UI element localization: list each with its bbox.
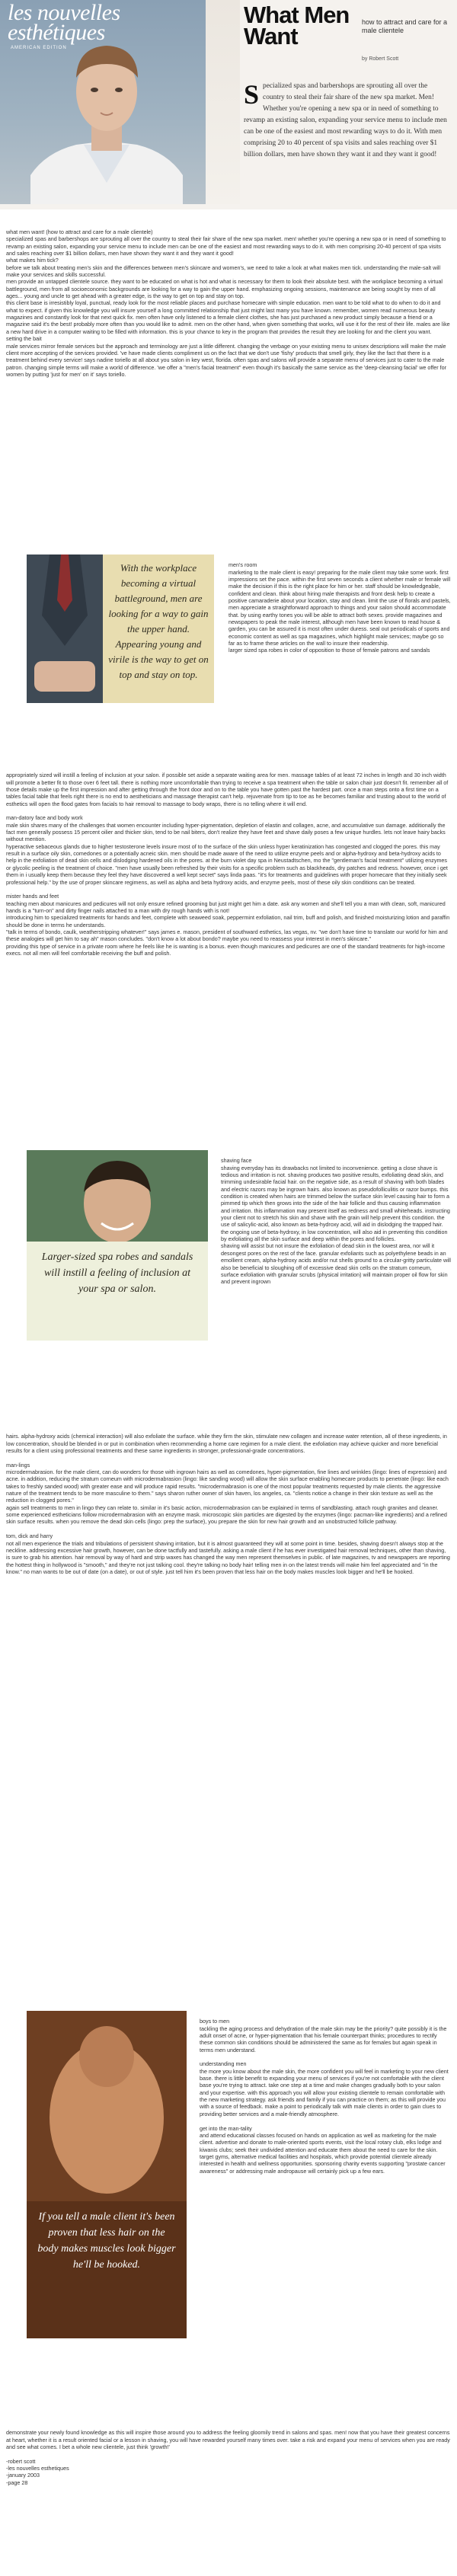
article-subtitle: how to attract and care for a male clientele — [362, 18, 448, 34]
pullquote-box-3 — [27, 2011, 187, 2338]
paragraph: men's room marketing to the male client is easy! preparing for the male client may take some work. first impressions set the pace. within the first seven seconds a client whether male or female will make the decision if this is the right place for him or her. staff should be knowledgeable, confident and clean. think about hiring male therapists and front desk help to create a positive camaraderie about your location, stay and clean. limit the use of florals and pastels, men appreciate a straightforward approach to things and your salon should accommodate that. by using earthy tones you will be able to attract both sexes. provide magazines and newspapers to peak the male interest, although men have been known to read house & garden, you can be assured it is most often under duress. seal out periodicals of sports and economic content as well as spa magazines, which highlight male services; maybe go so far as to frame these articles on the wall to insure their readership. larger sized spa robes in color of opposition to those of female patrons and sandals — [228, 561, 451, 654]
paragraph: demonstrate your newly found knowledge as this will inspire those around you to address the feeling gloomily trend in salons and spas. men! now that you have their greatest concerns at heart, whether it is a result oriented facial or a lesson in shaving, you will have rewarded yourself many times over. take a risk and expand your menu of services when you are ready and see what comes. I bet a whole new clientele, just think 'growth!' -robert scott -les nouvelles esthetiques -january 2003 -page 28 — [6, 2429, 450, 2486]
pullquote-box-1 — [27, 555, 214, 703]
man-portrait-image — [27, 1150, 208, 1341]
muscular-man-image — [27, 2011, 187, 2338]
paragraph: boys to men tackling the aging process and dehydration of the male skin may be the priority? quite possibly it is the adult onset of acne, or hyper-pigmentation that his female counterpart thinks; procedures to rectify these common skin conditions should be administered the same as for females but again speak in terms men understand. understanding men the more you know about the male skin, the more confident you will feel in marketing to your new client base. there is little benefit to expanding your menu of services if you're not comfortable with the client base you're trying to attract. take one step at a time and make changes gradually both to your salon and your expertise. with this approach you will allow your existing clientele to remain comfortable with the new marketing strategy. ask friends and family if you can practice on them; as this will provide you with a source of feedback. make a point to periodically talk with male clients in order to gain clues to providing better services and a male-friendly atmosphere. get into the man-tality and attend educational classes focused on hands on application as well as marketing for the male client. advertise and donate to male-oriented sports events, visit the local rotary club, elks lodge and kiwanis clubs; seek their undivided attention and educate them about the need to care for the skin. target gyms, alternative medical facilities and hospitals, which provide potential clientele already interested in health and wellness opportunities. sponsoring charity events supporting "prostate cancer awareness" or addressing male andropause will certainly pick up a few ears. — [200, 2018, 449, 2175]
article-body-block-1 — [6, 229, 451, 378]
headline-block — [244, 2, 451, 158]
paragraph: appropriately sized will instill a feeling of inclusion at your salon. if possible set aside a separate waiting area for men. massage tables of at least 72 inches in length and 30 inch width will promote a better fit to those over 6 feet tall. there is nothing more uncomfortable than trying to receive a spa treatment when the table or salon chair just doesn't fit. remember all of those details make up the first impression and after getting through the front door and on to the table you have gotten past the hardest part. once a man steps onto a first time on a tables facial table that feels right there is no end to aestheticians and massage therapist can't help. rejuvenate from tip to toe as he becomes familiar and trusting about to the world of esthetics will open the flood gates from facials to hair removal to massage to body wraps, there is no telling where it will end. man-datory face and body work male skin shares many of the challenges that women encounter including hyper-pigmentation, depletion of elastin and collagen, acne, and accumulative sun damage. additionally the fact men generally possess 15 percent oilier and thicker skin, tend to be nail biters, don't realize they have feet and shave daily poses a few unique hurdles. lets not leave hairy backs without mention. hyperactive sebaceous glands due to higher testosterone levels insure most of to the surface of the skin unless hyper keratinization has congested and clogged the pores. this may result in a surface oily skin, comedones or a potentially acneic skin. men should be made aware of the need to utilize enzyme peels and or alpha-hydroxy and beta-hydroxy acids to help in the exfoliation of dead skin cells and dislodging hardened oils in the pores. at the burn violet day spa in Neustadtschen, mo the "gentleman's facial treatment" utilizing enzymes or glycolic peeling is the treatment of choice. "men have usually been refreshed by their visits for a specific problem such as blackheads, dry patches and redness. however, once i get them in i usually keep them because they feel they have discovered a well kept secret" says linda paas. "it's for treatments and guidelines with proper homecare that they initially seek professional help." by the use of proper skincare regimens, as well as alpha and beta hydroxy acids, and enzyme peels, most of these oily skin conditions can be treated. mister hands and feet teaching men about manicures and pedicures will not only ensure refined grooming but just might get him a date. ask any women and she'll tell you a man with clean, soft, manicured hands is a "turn-on" and dirty finger nails attached to a man with dry rough hands with is not! introducing him to specialized treatments for hands and feet, complete with seaweed soak, peppermint exfoliation, nail trim, buff and polish, and finished moisturizing lotion and paraffin should be done in terms he understands. "talk in terms of bondo, caulk, weatherstripping whatever!" says james e. mason, president of southward esthetics, las vegas, nv. "we don't have time to translate our world for him and these analogies will get him to say ah" mason concludes. "don't know a lot about bondo? maybe you need to reassess your interest in men's skincare." providing this type of service in a private room where he feels like he is wanting is a bonus. even though manicures and pedicures are one of the standard treatments for high-income execs. not all men will feel comfortable receiving the buff and polish. — [6, 772, 450, 957]
pullquote-2: Larger-sized spa robes and sandals will instill a feeling of inclusion at your spa or salon. — [41, 1251, 193, 1295]
article-byline: by Robert Scott — [362, 56, 399, 62]
paragraph: hairs. alpha-hydroxy acids (chemical interaction) will also exfoliate the surface. while they firm the skin, stimulate new collagen and increase water retention, all of these ingredients, in low concentration, should be blended in or put in combination when recommending a home care regimen for a male client. the exfoliation may achieve quicker and more beneficial results for a client using professional treatments and these same ingredients in stronger, professional-grade concentrations. man-lings microdermabrasion. for the male client, can do wonders for those with ingrown hairs as well as comedones, hyper-pigmentation, fine lines and wrinkles (lingo: lines of expression) and acne. in addition, reducing the stratum corneum with microdermabrasion (lingo: like sanding wood) will allow the skin surface enabling homecare products to penetrate (lingo: like each takes to freshly sanded wood) with greater ease and will produce rapid results. "microdermabrasion is one of the most popular treatments requested by male clients. the aggressive nature of the treatment tends to be more masculine to them." says sharon ruther owner of skin haven, los angeles, ca. "clients notice a change in their skin texture as well as the reduction in clogged pores." again sell treatments to men in lingo they can relate to. similar in it's basic action, microdermabrasion can be explained in terms of sandblasting. attach rough granites and cleaner. some experienced estheticians follow microdermabrasion with an enzyme mask. microscopic skin particles are digested by the enzymes (lingo: pacman-like ingredients) and a refined skin surface results. when you remove the dead skin cells (lingo: prep the surface), you prepare the skin for new hair growth and an unobstructed follicle pathway. tom, dick and harry not all men experience the trials and tribulations of persistent shaving irritation, but it is almost guaranteed they will at some point in time. besides, shaving doesn't always stop at the neckline. addressing excessive hair growth, however, can be done tactfully and tastefully. asking a male client if he has ever investigated hair removal techniques, other than shaving, is sure to grab his attention. hair removal by way of hard and strip waxes has changed the way men represent themselves in public. of late magazines, tv and newspapers are reporting the hottest thing in hollywood is "smooth," and they're not just talking cool. they're talking no body hair! telling men in on the latest trends will make him feel appreciated and "in the know." no man wants to be out of date (on a date), or out of style. just tell him it's been proven that less hair on the body makes muscles look bigger and he'll be hooked. — [6, 1433, 450, 1575]
paragraph: men provide an untapped clientele source. they want to be educated on what is hot and what is necessary for them to look their absolute best. with the workplace becoming a virtual battleground, men from all socioeconomic backgrounds are looking for a way to gain the upper hand. emphasizing ongoing sessions, maintenance are being sought by men of all ages... young and uncle to get ahead with a greater edge, is the way to get on top and stay on top. — [6, 278, 443, 300]
article-intro — [244, 81, 451, 161]
magazine-title: les nouvelles esthétiques — [8, 0, 120, 45]
cover-portrait-image — [30, 30, 183, 204]
magazine-cover-image — [0, 0, 206, 204]
intro-text: pecialized spas and barbershops are sprouting all over the country to steal their fair share of the new spa market. Men! Whether you're opening a new spa or in need of something to revamp an existing salon, expanding your service menu to include men can be one of the easiest and most rewarding ways to do it. With men comprising 20 to 40 percent of spa visits and sales reaching over $1 billion dollars, men have shown they want it and they want it good! — [244, 82, 447, 158]
paragraph: what men want! (how to attract and care for a male clientele) — [6, 229, 153, 235]
magazine-header — [0, 0, 457, 209]
article-body-block-3-column — [221, 1150, 451, 1293]
pullquote-box-2 — [27, 1150, 208, 1341]
pullquote-1: With the workplace becoming a virtual battleground, men are looking for a way to gain the upper hand. Appearing young and virile is the way to get on top and stay on top. — [108, 562, 209, 680]
paragraph: shaving face shaving everyday has its drawbacks not limited to inconvenience. getting a close shave is tedious and irritation is not. shaving produces two positive results, exfoliating dead skin, and trimming undesirable facial hair. on the negative side, as a result of shaving with both blades and electric razors may be ingrown hairs. also known as pseudofolliculitis or razor bumps. this condition is created when hairs are trimmed below the surface skin level causing hair to form a pimmed tip which then grows into the side of the hair follicle and thus causing inflammation and irritation. this inflammation may present itself as redness and small whiteheads. instructing your client not to stretch his skin and shave with the grain will help prevent this condition. the use of salicylic-acid, also known as beta-hydroxy acid, will aid in dislodging the trapped hair. the ongoing use of beta-hydroxy, in low concentration, will also aid in preventing this condition by exfoliating all the skin surface and deep within the pores and follicles. shaving will assist but not insure the exfoliation of dead skin in the lowest area, nor will it desongest pores on the rest of the face. granular exfoliants such as polyethylene beads in an emollient cream, alpha-hydroxy acids and/or nut shells ground to a circular-gritty particulate will also be beneficial to sloughing off of excessive dead skin cells on the stratum corneum, surface exfoliation with granular scrubs (physical irritation) will maintain proper oil flow for skin and prevent ingrown — [221, 1157, 452, 1286]
article-body-block-3 — [6, 1426, 451, 1583]
article-body-block-2-column — [228, 555, 451, 661]
paragraph: this client base is irresistibly loyal, punctual, ready look for the most reliable places and purchase homecare with simple education. men want to be told what to do when to do it and what to expect. if given this knowledge you will insure yourself a long committed relationship that just might last many you have known. remember, women read numerous beauty magazines and constantly look for that next quick fix. men often have only listened to a female client clothes, she has just purchased a new product simply because a friend or a magazine said it's the best! probably more often than you would like to admit. men on the other hand, when given something that works, will use it for the rest of their life. males are like a new hard drive in a computer waiting to be filled with information. this is your chance to key in the program that provides the result they are looking for and the client you want. — [6, 299, 450, 335]
article-title: What Men Want — [244, 2, 350, 50]
drop-cap: S — [244, 79, 260, 110]
paragraph: before we talk about treating men's skin and the differences between men's skincare and women's, we need to take a look at what makes men tick. understanding the male-salt will make your services and skills successful. — [6, 264, 441, 279]
paragraph: male services mirror female services but the approach and terminology are just a little different. changing the verbage on your existing menu to unisex descriptions will make the male client more accepting of the services provided. 've have made clients compliment us on the fact that we don't use 'fishy' products that smell girly, they like the fact that there is a treatment behind every service! says nadine toriello at all about you salon in key west, florida. often spas and salons will provide a separate menu of services just to cater to the male patron. changing simple terms will make a world of difference. 'we offer a "men's facial treatment" even though it's basically the same service as the 'deep-cleansing facial' we offer for women by putting 'just for men' on it' says toriello. — [6, 342, 447, 378]
header-spacer — [206, 0, 240, 204]
paragraph: specialized spas and barbershops are sprouting all over the country to steal their fair share of the new spa market. men! whether you're opening a new spa or in need of something to revamp an existing salon, expanding your service menu to include men can be one of the easiest and most rewarding ways to do it. with men comprising 20-40 percent of spa visits and sales reaching over $1 billion dollars, men have shown they want it and they want it good! — [6, 235, 446, 257]
magazine-tagline: AMERICAN EDITION — [11, 46, 67, 50]
section-heading: what makes him tick? — [6, 257, 59, 264]
article-body-block-4-column — [200, 2011, 451, 2181]
section-heading: setting the bait — [6, 335, 42, 343]
article-body-block-2 — [6, 765, 451, 964]
article-body-block-4 — [6, 2422, 451, 2493]
pullquote-3: If you tell a male client it's been proven that less hair on the body makes muscles look bigger he'll be hooked. — [37, 2211, 176, 2271]
